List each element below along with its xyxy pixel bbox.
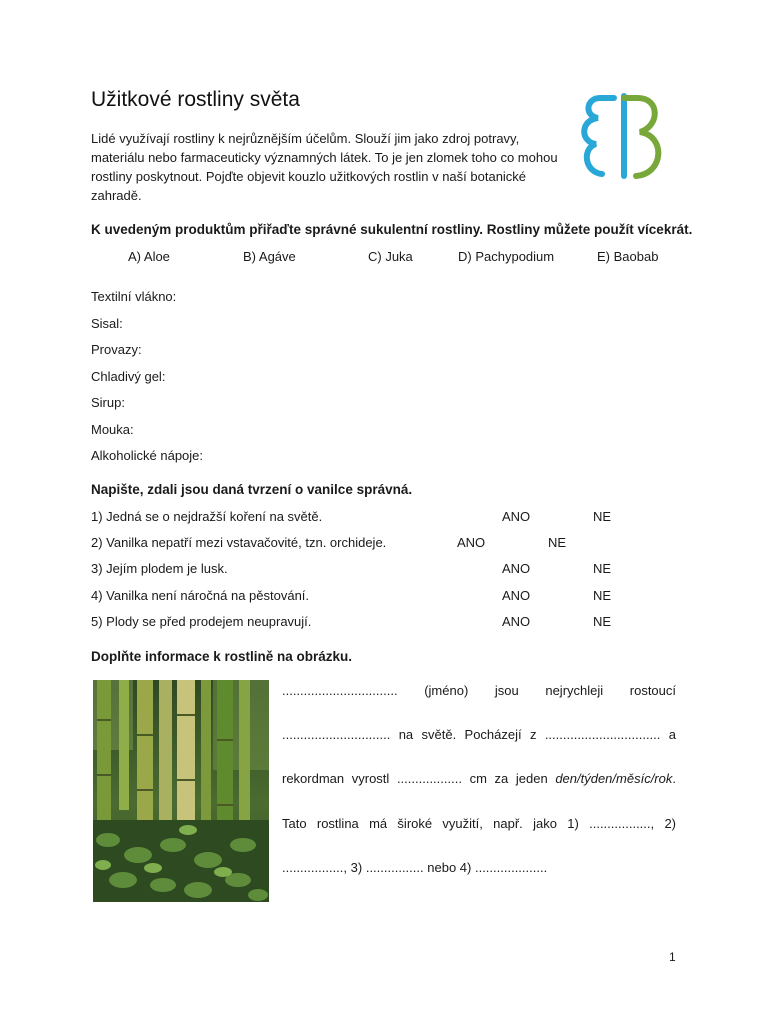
blank-field[interactable]: .................. [396,771,462,786]
statement: 1) Jedná se o nejdražší koření na světě. [91,509,323,524]
yes-option[interactable]: ANO [502,561,531,576]
statement: 4) Vanilka není náročná na pěstování. [91,588,310,603]
product-label: Alkoholické nápoje: [91,448,204,463]
no-option[interactable]: NE [593,561,612,576]
option-pachypodium: D) Pachypodium [458,249,555,264]
option-agave: B) Agáve [243,249,296,264]
product-label: Textilní vlákno: [91,289,177,304]
yes-option[interactable]: ANO [502,509,531,524]
statement: 3) Jejím plodem je lusk. [91,561,228,576]
option-aloe: A) Aloe [128,249,170,264]
yes-option[interactable]: ANO [457,535,486,550]
product-label: Sirup: [91,395,125,410]
time-unit-choice[interactable]: den/týden/měsíc/rok [555,771,673,786]
yes-option[interactable]: ANO [502,588,531,603]
no-option[interactable]: NE [548,535,567,550]
statement: 5) Plody se před prodejem neupravují. [91,614,312,629]
blank-field[interactable]: ................................ [544,727,661,742]
garden-logo-icon [578,92,674,182]
option-juka: C) Juka [368,249,413,264]
product-label: Sisal: [91,316,123,331]
bamboo-photo [93,680,269,902]
product-label: Mouka: [91,422,134,437]
blank-field[interactable]: .............................. [282,727,391,742]
section2-heading: Napište, zdali jsou daná tvrzení o vanilce správná. [91,482,413,497]
section1-heading: K uvedeným produktům přiřaďte správné sukulentní rostliny. Rostliny můžete použít vícekrát. [91,222,693,237]
fill-line-2: .............................. na světě. Pocházejí z ................................ a [282,727,676,742]
fill-line-1: ................................ (jméno) jsou nejrychleji rostoucí [282,683,676,698]
blank-field[interactable]: ................ [365,860,424,875]
no-option[interactable]: NE [593,588,612,603]
blank-field[interactable]: ................., [589,816,655,831]
blank-field[interactable]: ................., [282,860,348,875]
fill-line-3: rekordman vyrostl .................. cm za jeden den/týden/měsíc/rok. [282,771,676,786]
product-label: Provazy: [91,342,142,357]
no-option[interactable]: NE [593,614,612,629]
page-number: 1 [669,950,676,964]
section3-heading: Doplňte informace k rostlině na obrázku. [91,649,353,664]
option-baobab: E) Baobab [597,249,659,264]
intro-paragraph: Lidé využívají rostliny k nejrůznějším účelům. Slouží jim jako zdroj potravy, materiálu nebo farmaceuticky významných látek. To je jen zlomek toho co mohou rostliny poskytnout. Pojďte objevit kouzlo užitkových rostlin v naší botanické zahradě. [91,131,558,203]
yes-option[interactable]: ANO [502,614,531,629]
page-title: Užitkové rostliny světa [91,88,300,111]
statement: 2) Vanilka nepatří mezi vstavačovité, tzn. orchideje. [91,535,387,550]
fill-line-4: Tato rostlina má široké využití, např. jako 1) ................., 2) [282,816,676,831]
product-label: Chladivý gel: [91,369,166,384]
fill-line-5: ................., 3) ................ nebo 4) .................... [282,860,548,875]
blank-field[interactable]: ................................ [282,683,398,698]
blank-field[interactable]: .................... [474,860,548,875]
no-option[interactable]: NE [593,509,612,524]
